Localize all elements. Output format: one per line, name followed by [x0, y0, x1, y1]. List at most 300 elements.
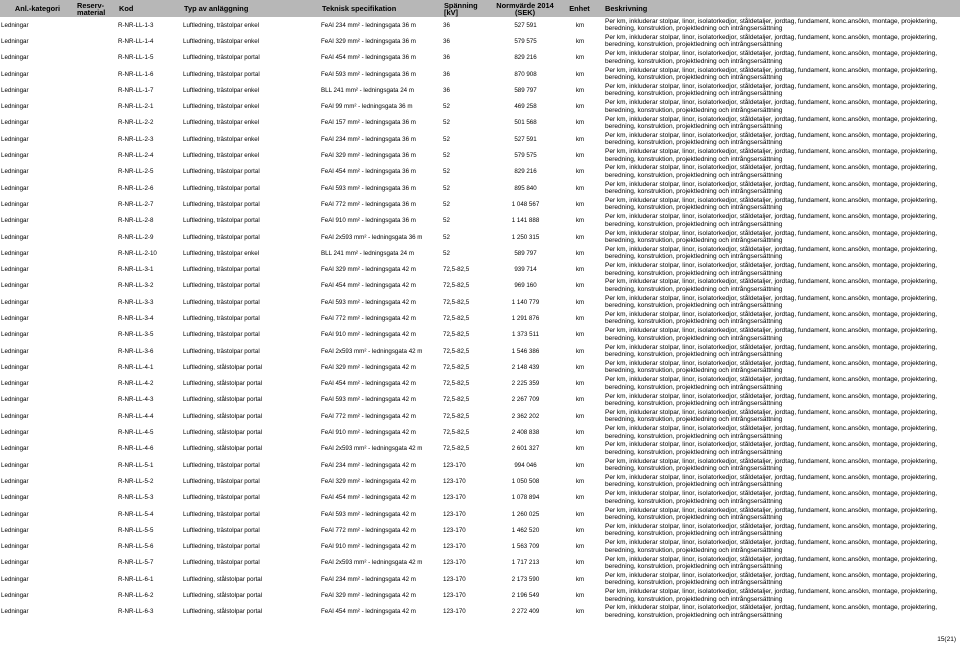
cell-reserve-material	[75, 376, 117, 392]
cell-description: Per km, inkluderar stolpar, linor, isolatorkedjor, ståldetaljer, jordtag, fundament, konc.ansökn, montage, projektering, beredning, konstruktion, projektledning och intrångsersättning	[605, 376, 938, 391]
cell-spec: FeAl 593 mm² - ledningsgata 42 m	[321, 298, 416, 306]
header-category: Anl.-kategori	[0, 0, 75, 17]
cell-description: Per km, inkluderar stolpar, linor, isolatorkedjor, ståldetaljer, jordtag, fundament, konc.ansökn, montage, projektering, beredning, konstruktion, projektledning och intrångsersättning	[605, 131, 938, 147]
cell-type: Luftledning, trästolpar portal	[183, 233, 260, 241]
cell-unit: km	[575, 233, 585, 241]
cell-code: R-NR-LL-4-3	[118, 396, 154, 404]
cell-norm-value: 1 260 025	[511, 510, 540, 518]
cell-spec: FeAl 454 mm² - ledningsgata 36 m	[321, 168, 416, 176]
cell-category: Ledningar	[1, 266, 29, 274]
cell-reserve-material	[75, 555, 117, 571]
cell-code: R-NR-LL-5-3	[118, 494, 154, 502]
header-reserve-material: Reserv-material	[75, 0, 117, 17]
cell-type: Luftledning, trästolpar enkel	[183, 152, 260, 160]
cell-category: Ledningar	[1, 380, 29, 388]
cell-unit: km	[575, 70, 585, 78]
cell-norm-value: 1 546 386	[511, 347, 540, 355]
cell-code: R-NR-LL-5-4	[118, 510, 154, 518]
table-row	[0, 555, 960, 571]
cell-norm-value: 1 291 876	[511, 314, 540, 322]
cell-reserve-material	[75, 359, 117, 375]
cell-unit: km	[575, 298, 585, 306]
cell-code: R-NR-LL-6-1	[118, 575, 154, 583]
cell-code: R-NR-LL-3-2	[118, 282, 154, 290]
cell-category: Ledningar	[1, 396, 29, 404]
table-row	[0, 33, 960, 49]
cell-voltage: 52	[443, 217, 450, 225]
cell-category: Ledningar	[1, 21, 29, 29]
cell-reserve-material	[75, 506, 117, 522]
cell-reserve-material	[75, 115, 117, 131]
cell-unit: km	[575, 559, 585, 567]
cell-spec: FeAl 910 mm² - ledningsgata 42 m	[321, 429, 416, 437]
table-row	[0, 245, 960, 261]
cell-code: R-NR-LL-5-2	[118, 477, 154, 485]
table-row	[0, 180, 960, 196]
cell-unit: km	[575, 445, 585, 453]
cell-code: R-NR-LL-1-6	[118, 70, 154, 78]
cell-norm-value: 829 216	[514, 54, 537, 62]
cell-category: Ledningar	[1, 152, 29, 160]
table-row	[0, 376, 960, 392]
cell-voltage: 72,5-82,5	[443, 298, 470, 306]
cell-voltage: 52	[443, 168, 450, 176]
cell-description: Per km, inkluderar stolpar, linor, isolatorkedjor, ståldetaljer, jordtag, fundament, konc.ansökn, montage, projektering, beredning, konstruktion, projektledning och intrångsersättning	[605, 262, 938, 277]
table-row	[0, 115, 960, 131]
table-row	[0, 196, 960, 212]
cell-code: R-NR-LL-3-1	[118, 266, 154, 274]
cell-reserve-material	[75, 50, 117, 66]
cell-category: Ledningar	[1, 559, 29, 567]
cell-unit: km	[575, 314, 585, 322]
cell-unit: km	[575, 575, 585, 583]
table-row	[0, 50, 960, 66]
cell-type: Luftledning, trästolpar portal	[183, 347, 260, 355]
cell-code: R-NR-LL-3-4	[118, 314, 154, 322]
cell-reserve-material	[75, 147, 117, 163]
cell-category: Ledningar	[1, 445, 29, 453]
cell-reserve-material	[75, 196, 117, 212]
cell-type: Luftledning, trästolpar portal	[183, 461, 260, 469]
cell-reserve-material	[75, 261, 117, 277]
cell-description: Per km, inkluderar stolpar, linor, isolatorkedjor, ståldetaljer, jordtag, fundament, konc.ansökn, montage, projektering, beredning, konstruktion, projektledning och intrångsersättning	[605, 34, 938, 49]
cell-reserve-material	[75, 424, 117, 440]
cell-code: R-NR-LL-2-5	[118, 168, 154, 176]
cell-type: Luftledning, stålstolpar portal	[183, 429, 263, 437]
cell-description: Per km, inkluderar stolpar, linor, isolatorkedjor, ståldetaljer, jordtag, fundament, konc.ansökn, montage, projektering, beredning, konstruktion, projektledning och intrångsersättning	[605, 197, 938, 212]
cell-unit: km	[575, 380, 585, 388]
cell-category: Ledningar	[1, 526, 29, 534]
cell-description: Per km, inkluderar stolpar, linor, isolatorkedjor, ståldetaljer, jordtag, fundament, konc.ansökn, montage, projektering, beredning, konstruktion, projektledning och intrångsersättning	[605, 539, 938, 554]
cell-category: Ledningar	[1, 86, 29, 94]
cell-norm-value: 1 141 888	[511, 217, 540, 225]
cell-code: R-NR-LL-4-4	[118, 412, 154, 420]
cell-category: Ledningar	[1, 575, 29, 583]
cell-voltage: 52	[443, 249, 450, 257]
cell-norm-value: 589 797	[514, 249, 537, 257]
cell-category: Ledningar	[1, 429, 29, 437]
cell-voltage: 123-170	[443, 608, 466, 616]
cell-norm-value: 501 568	[514, 119, 537, 127]
cell-reserve-material	[75, 490, 117, 506]
cell-type: Luftledning, trästolpar enkel	[183, 86, 260, 94]
cell-category: Ledningar	[1, 249, 29, 257]
cell-unit: km	[575, 461, 585, 469]
cell-norm-value: 1 373 511	[511, 331, 540, 339]
table-row	[0, 539, 960, 555]
cell-unit: km	[575, 152, 585, 160]
table-row	[0, 261, 960, 277]
cell-type: Luftledning, stålstolpar portal	[183, 396, 263, 404]
cell-category: Ledningar	[1, 200, 29, 208]
cell-unit: km	[575, 249, 585, 257]
cell-norm-value: 870 908	[514, 70, 537, 78]
cell-norm-value: 2 173 590	[511, 575, 540, 583]
cell-description: Per km, inkluderar stolpar, linor, isolatorkedjor, ståldetaljer, jordtag, fundament, konc.ansökn, montage, projektering, beredning, konstruktion, projektledning och intrångsersättning	[605, 522, 938, 538]
cell-norm-value: 527 591	[514, 135, 537, 143]
cell-description: Per km, inkluderar stolpar, linor, isolatorkedjor, ståldetaljer, jordtag, fundament, konc.ansökn, montage, projektering, beredning, konstruktion, projektledning och intrångsersättning	[605, 457, 938, 473]
table-row	[0, 604, 960, 620]
cell-description: Per km, inkluderar stolpar, linor, isolatorkedjor, ståldetaljer, jordtag, fundament, konc.ansökn, montage, projektering, beredning, konstruktion, projektledning och intrångsersättning	[605, 555, 938, 570]
cell-norm-value: 2 267 709	[511, 396, 540, 404]
cell-voltage: 123-170	[443, 494, 466, 502]
cell-description: Per km, inkluderar stolpar, linor, isolatorkedjor, ståldetaljer, jordtag, fundament, konc.ansökn, montage, projektering, beredning, konstruktion, projektledning och intrångsersättning	[605, 392, 938, 407]
cell-type: Luftledning, stålstolpar portal	[183, 445, 263, 453]
cell-norm-value: 1 140 779	[511, 298, 540, 306]
cell-spec: FeAl 329 mm² - ledningsgata 42 m	[321, 266, 416, 274]
cell-type: Luftledning, stålstolpar portal	[183, 608, 263, 616]
cell-type: Luftledning, trästolpar portal	[183, 314, 260, 322]
cell-norm-value: 579 575	[514, 152, 537, 160]
cell-type: Luftledning, trästolpar portal	[183, 526, 260, 534]
cell-voltage: 72,5-82,5	[443, 396, 470, 404]
cell-description: Per km, inkluderar stolpar, linor, isolatorkedjor, ståldetaljer, jordtag, fundament, konc.ansökn, montage, projektering, beredning, konstruktion, projektledning och intrångsersättning	[605, 278, 938, 293]
cell-norm-value: 1 250 315	[511, 233, 540, 241]
cell-norm-value: 1 078 894	[511, 494, 540, 502]
cell-type: Luftledning, trästolpar portal	[183, 510, 260, 518]
cell-category: Ledningar	[1, 103, 29, 111]
cell-category: Ledningar	[1, 119, 29, 127]
cell-norm-value: 1 462 520	[511, 526, 540, 534]
cell-description: Per km, inkluderar stolpar, linor, isolatorkedjor, ståldetaljer, jordtag, fundament, konc.ansökn, montage, projektering, beredning, konstruktion, projektledning och intrångsersättning	[605, 506, 938, 522]
cell-category: Ledningar	[1, 184, 29, 192]
cell-voltage: 52	[443, 200, 450, 208]
table-row	[0, 98, 960, 114]
cell-voltage: 123-170	[443, 592, 466, 600]
cell-norm-value: 1 563 709	[511, 543, 540, 551]
cell-description: Per km, inkluderar stolpar, linor, isolatorkedjor, ståldetaljer, jordtag, fundament, konc.ansökn, montage, projektering, beredning, konstruktion, projektledning och intrångsersättning	[605, 66, 938, 82]
cell-unit: km	[575, 184, 585, 192]
cell-unit: km	[575, 54, 585, 62]
table-row	[0, 408, 960, 424]
cell-reserve-material	[75, 278, 117, 294]
cell-code: R-NR-LL-4-5	[118, 429, 154, 437]
cell-type: Luftledning, trästolpar portal	[183, 331, 260, 339]
cell-type: Luftledning, stålstolpar portal	[183, 575, 263, 583]
cell-spec: FeAl 454 mm² - ledningsgata 36 m	[321, 54, 416, 62]
header-voltage: Spänning [kV]	[442, 0, 494, 17]
cell-voltage: 72,5-82,5	[443, 266, 470, 274]
cell-code: R-NR-LL-2-7	[118, 200, 154, 208]
cell-spec: FeAl 454 mm² - ledningsgata 42 m	[321, 282, 416, 290]
cell-description: Per km, inkluderar stolpar, linor, isolatorkedjor, ståldetaljer, jordtag, fundament, konc.ansökn, montage, projektering, beredning, konstruktion, projektledning och intrångsersättning	[605, 213, 938, 228]
cell-spec: FeAl 910 mm² - ledningsgata 42 m	[321, 543, 416, 551]
table-row	[0, 147, 960, 163]
cell-code: R-NR-LL-2-6	[118, 184, 154, 192]
cell-spec: FeAl 2x593 mm² - ledningsgata 36 m	[321, 233, 423, 241]
table-row	[0, 310, 960, 326]
cell-spec: FeAl 454 mm² - ledningsgata 42 m	[321, 494, 416, 502]
cell-reserve-material	[75, 33, 117, 49]
cell-spec: FeAl 2x593 mm² - ledningsgata 42 m	[321, 559, 423, 567]
cell-reserve-material	[75, 229, 117, 245]
cell-voltage: 52	[443, 233, 450, 241]
table-row	[0, 506, 960, 522]
cell-voltage: 72,5-82,5	[443, 331, 470, 339]
cell-category: Ledningar	[1, 282, 29, 290]
table-row	[0, 490, 960, 506]
cell-type: Luftledning, trästolpar enkel	[183, 103, 260, 111]
cell-voltage: 72,5-82,5	[443, 445, 470, 453]
cell-description: Per km, inkluderar stolpar, linor, isolatorkedjor, ståldetaljer, jordtag, fundament, konc.ansökn, montage, projektering, beredning, konstruktion, projektledning och intrångsersättning	[605, 17, 938, 33]
cell-category: Ledningar	[1, 217, 29, 225]
cell-norm-value: 1 050 508	[511, 477, 540, 485]
cell-spec: FeAl 593 mm² - ledningsgata 42 m	[321, 510, 416, 518]
cell-category: Ledningar	[1, 233, 29, 241]
cell-category: Ledningar	[1, 331, 29, 339]
table-row	[0, 392, 960, 408]
cell-voltage: 123-170	[443, 575, 466, 583]
cell-unit: km	[575, 429, 585, 437]
cell-norm-value: 1 717 213	[511, 559, 540, 567]
cell-type: Luftledning, trästolpar portal	[183, 217, 260, 225]
cell-category: Ledningar	[1, 412, 29, 420]
cell-spec: BLL 241 mm² - ledningsgata 24 m	[321, 249, 414, 257]
cell-unit: km	[575, 494, 585, 502]
cell-norm-value: 2 408 838	[511, 429, 540, 437]
cell-code: R-NR-LL-2-3	[118, 135, 154, 143]
cell-code: R-NR-LL-1-7	[118, 86, 154, 94]
cell-norm-value: 2 601 327	[511, 445, 540, 453]
cell-unit: km	[575, 526, 585, 534]
cell-spec: FeAl 329 mm² - ledningsgata 42 m	[321, 592, 416, 600]
cell-code: R-NR-LL-2-8	[118, 217, 154, 225]
cell-unit: km	[575, 608, 585, 616]
cell-unit: km	[575, 135, 585, 143]
cell-spec: FeAl 910 mm² - ledningsgata 42 m	[321, 331, 416, 339]
cell-unit: km	[575, 543, 585, 551]
cell-unit: km	[575, 37, 585, 45]
cell-description: Per km, inkluderar stolpar, linor, isolatorkedjor, ståldetaljer, jordtag, fundament, konc.ansökn, montage, projektering, beredning, konstruktion, projektledning och intrångsersättning	[605, 441, 938, 456]
header-unit: Enhet	[556, 0, 603, 17]
cell-norm-value: 939 714	[514, 266, 537, 274]
cell-type: Luftledning, stålstolpar portal	[183, 592, 263, 600]
cell-code: R-NR-LL-5-6	[118, 543, 154, 551]
cell-spec: FeAl 234 mm² - ledningsgata 36 m	[321, 21, 416, 29]
table-row	[0, 229, 960, 245]
cell-code: R-NR-LL-4-6	[118, 445, 154, 453]
cell-description: Per km, inkluderar stolpar, linor, isolatorkedjor, ståldetaljer, jordtag, fundament, konc.ansökn, montage, projektering, beredning, konstruktion, projektledning och intrångsersättning	[605, 164, 938, 179]
cell-voltage: 36	[443, 54, 450, 62]
cell-spec: FeAl 234 mm² - ledningsgata 36 m	[321, 135, 416, 143]
cell-code: R-NR-LL-1-4	[118, 37, 154, 45]
cell-reserve-material	[75, 408, 117, 424]
cell-code: R-NR-LL-5-7	[118, 559, 154, 567]
cell-spec: FeAl 772 mm² - ledningsgata 42 m	[321, 526, 416, 534]
cell-voltage: 72,5-82,5	[443, 363, 470, 371]
cell-reserve-material	[75, 587, 117, 603]
cell-reserve-material	[75, 131, 117, 147]
cell-reserve-material	[75, 180, 117, 196]
table-row	[0, 587, 960, 603]
cell-reserve-material	[75, 571, 117, 587]
cell-norm-value: 994 046	[514, 461, 537, 469]
cell-category: Ledningar	[1, 510, 29, 518]
cell-description: Per km, inkluderar stolpar, linor, isolatorkedjor, ståldetaljer, jordtag, fundament, konc.ansökn, montage, projektering, beredning, konstruktion, projektledning och intrångsersättning	[605, 50, 938, 65]
cell-code: R-NR-LL-5-1	[118, 461, 154, 469]
cell-reserve-material	[75, 98, 117, 114]
cell-description: Per km, inkluderar stolpar, linor, isolatorkedjor, ståldetaljer, jordtag, fundament, konc.ansökn, montage, projektering, beredning, konstruktion, projektledning och intrångsersättning	[605, 180, 938, 196]
cell-voltage: 36	[443, 21, 450, 29]
cell-code: R-NR-LL-6-3	[118, 608, 154, 616]
cell-category: Ledningar	[1, 168, 29, 176]
cell-category: Ledningar	[1, 70, 29, 78]
table-row	[0, 571, 960, 587]
cell-norm-value: 469 258	[514, 103, 537, 111]
cell-voltage: 52	[443, 103, 450, 111]
cell-category: Ledningar	[1, 135, 29, 143]
cell-unit: km	[575, 103, 585, 111]
cell-voltage: 72,5-82,5	[443, 347, 470, 355]
header-type: Typ av anläggning	[182, 0, 320, 17]
cell-description: Per km, inkluderar stolpar, linor, isolatorkedjor, ståldetaljer, jordtag, fundament, konc.ansökn, montage, projektering, beredning, konstruktion, projektledning och intrångsersättning	[605, 604, 938, 619]
table-row	[0, 82, 960, 98]
cell-norm-value: 829 216	[514, 168, 537, 176]
table-row	[0, 359, 960, 375]
cell-description: Per km, inkluderar stolpar, linor, isolatorkedjor, ståldetaljer, jordtag, fundament, konc.ansökn, montage, projektering, beredning, konstruktion, projektledning och intrångsersättning	[605, 294, 938, 310]
cell-description: Per km, inkluderar stolpar, linor, isolatorkedjor, ståldetaljer, jordtag, fundament, konc.ansökn, montage, projektering, beredning, konstruktion, projektledning och intrångsersättning	[605, 245, 938, 261]
cell-description: Per km, inkluderar stolpar, linor, isolatorkedjor, ståldetaljer, jordtag, fundament, konc.ansökn, montage, projektering, beredning, konstruktion, projektledning och intrångsersättning	[605, 229, 938, 244]
cell-description: Per km, inkluderar stolpar, linor, isolatorkedjor, ståldetaljer, jordtag, fundament, konc.ansökn, montage, projektering, beredning, konstruktion, projektledning och intrångsersättning	[605, 82, 938, 98]
cell-description: Per km, inkluderar stolpar, linor, isolatorkedjor, ståldetaljer, jordtag, fundament, konc.ansökn, montage, projektering, beredning, konstruktion, projektledning och intrångsersättning	[605, 148, 938, 163]
table-row	[0, 457, 960, 473]
table-row	[0, 294, 960, 310]
cell-description: Per km, inkluderar stolpar, linor, isolatorkedjor, ståldetaljer, jordtag, fundament, konc.ansökn, montage, projektering, beredning, konstruktion, projektledning och intrångsersättning	[605, 343, 938, 359]
table-row	[0, 17, 960, 33]
cell-reserve-material	[75, 539, 117, 555]
cell-category: Ledningar	[1, 363, 29, 371]
cell-code: R-NR-LL-2-1	[118, 103, 154, 111]
cell-reserve-material	[75, 245, 117, 261]
cell-reserve-material	[75, 82, 117, 98]
cell-code: R-NR-LL-4-1	[118, 363, 154, 371]
cell-code: R-NR-LL-2-2	[118, 119, 154, 127]
cell-spec: FeAl 593 mm² - ledningsgata 36 m	[321, 70, 416, 78]
header-code: Kod	[117, 0, 182, 17]
cell-reserve-material	[75, 17, 117, 33]
cell-type: Luftledning, trästolpar enkel	[183, 249, 260, 257]
cell-type: Luftledning, stålstolpar portal	[183, 363, 263, 371]
cell-unit: km	[575, 200, 585, 208]
cell-code: R-NR-LL-3-6	[118, 347, 154, 355]
cell-type: Luftledning, trästolpar portal	[183, 543, 260, 551]
cell-spec: FeAl 772 mm² - ledningsgata 42 m	[321, 314, 416, 322]
cell-spec: FeAl 157 mm² - ledningsgata 36 m	[321, 119, 416, 127]
cell-category: Ledningar	[1, 608, 29, 616]
cell-reserve-material	[75, 164, 117, 180]
cell-spec: FeAl 454 mm² - ledningsgata 42 m	[321, 380, 416, 388]
cell-reserve-material	[75, 457, 117, 473]
cell-type: Luftledning, trästolpar enkel	[183, 37, 260, 45]
cell-type: Luftledning, trästolpar enkel	[183, 21, 260, 29]
cell-code: R-NR-LL-2-9	[118, 233, 154, 241]
cell-reserve-material	[75, 604, 117, 620]
cell-voltage: 52	[443, 152, 450, 160]
header-description: Beskrivning	[603, 0, 960, 17]
cell-voltage: 72,5-82,5	[443, 380, 470, 388]
table-body	[0, 17, 960, 620]
cell-spec: FeAl 772 mm² - ledningsgata 36 m	[321, 200, 416, 208]
cell-reserve-material	[75, 343, 117, 359]
cell-description: Per km, inkluderar stolpar, linor, isolatorkedjor, ståldetaljer, jordtag, fundament, konc.ansökn, montage, projektering, beredning, konstruktion, projektledning och intrångsersättning	[605, 490, 938, 505]
cell-code: R-NR-LL-5-5	[118, 526, 154, 534]
table-row	[0, 327, 960, 343]
cell-unit: km	[575, 119, 585, 127]
table-row	[0, 473, 960, 489]
cell-spec: FeAl 329 mm² - ledningsgata 42 m	[321, 363, 416, 371]
cell-unit: km	[575, 86, 585, 94]
cell-type: Luftledning, stålstolpar portal	[183, 380, 263, 388]
cell-norm-value: 2 225 359	[511, 380, 540, 388]
cell-voltage: 52	[443, 184, 450, 192]
cell-code: R-NR-LL-1-5	[118, 54, 154, 62]
cell-code: R-NR-LL-6-2	[118, 592, 154, 600]
cell-type: Luftledning, trästolpar portal	[183, 54, 260, 62]
cell-code: R-NR-LL-2-4	[118, 152, 154, 160]
cell-voltage: 72,5-82,5	[443, 429, 470, 437]
cell-category: Ledningar	[1, 494, 29, 502]
cell-description: Per km, inkluderar stolpar, linor, isolatorkedjor, ståldetaljer, jordtag, fundament, konc.ansökn, montage, projektering, beredning, konstruktion, projektledning och intrångsersättning	[605, 327, 938, 342]
cell-code: R-NR-LL-2-10	[118, 249, 157, 257]
cell-norm-value: 589 797	[514, 86, 537, 94]
cell-norm-value: 2 148 439	[511, 363, 540, 371]
cell-description: Per km, inkluderar stolpar, linor, isolatorkedjor, ståldetaljer, jordtag, fundament, konc.ansökn, montage, projektering, beredning, konstruktion, projektledning och intrångsersättning	[605, 588, 938, 603]
header-norm-value: Normvärde 2014 (SEK)	[494, 0, 556, 17]
table-row	[0, 343, 960, 359]
cell-voltage: 123-170	[443, 526, 466, 534]
cell-voltage: 123-170	[443, 461, 466, 469]
cell-reserve-material	[75, 66, 117, 82]
table-row	[0, 164, 960, 180]
cell-norm-value: 2 272 409	[511, 608, 540, 616]
cell-description: Per km, inkluderar stolpar, linor, isolatorkedjor, ståldetaljer, jordtag, fundament, konc.ansökn, montage, projektering, beredning, konstruktion, projektledning och intrångsersättning	[605, 99, 938, 114]
cell-voltage: 123-170	[443, 543, 466, 551]
cell-unit: km	[575, 217, 585, 225]
page-number: 15(21)	[937, 636, 956, 643]
cell-type: Luftledning, trästolpar portal	[183, 184, 260, 192]
cell-spec: FeAl 99 mm² - ledningsgata 36 m	[321, 103, 413, 111]
cell-spec: FeAl 234 mm² - ledningsgata 42 m	[321, 575, 416, 583]
cell-type: Luftledning, trästolpar portal	[183, 200, 260, 208]
cell-unit: km	[575, 396, 585, 404]
cell-category: Ledningar	[1, 461, 29, 469]
cell-reserve-material	[75, 294, 117, 310]
cell-description: Per km, inkluderar stolpar, linor, isolatorkedjor, ståldetaljer, jordtag, fundament, konc.ansökn, montage, projektering, beredning, konstruktion, projektledning och intrångsersättning	[605, 359, 938, 375]
cell-norm-value: 2 196 549	[511, 592, 540, 600]
cell-type: Luftledning, trästolpar portal	[183, 559, 260, 567]
cell-category: Ledningar	[1, 37, 29, 45]
cell-spec: FeAl 593 mm² - ledningsgata 36 m	[321, 184, 416, 192]
